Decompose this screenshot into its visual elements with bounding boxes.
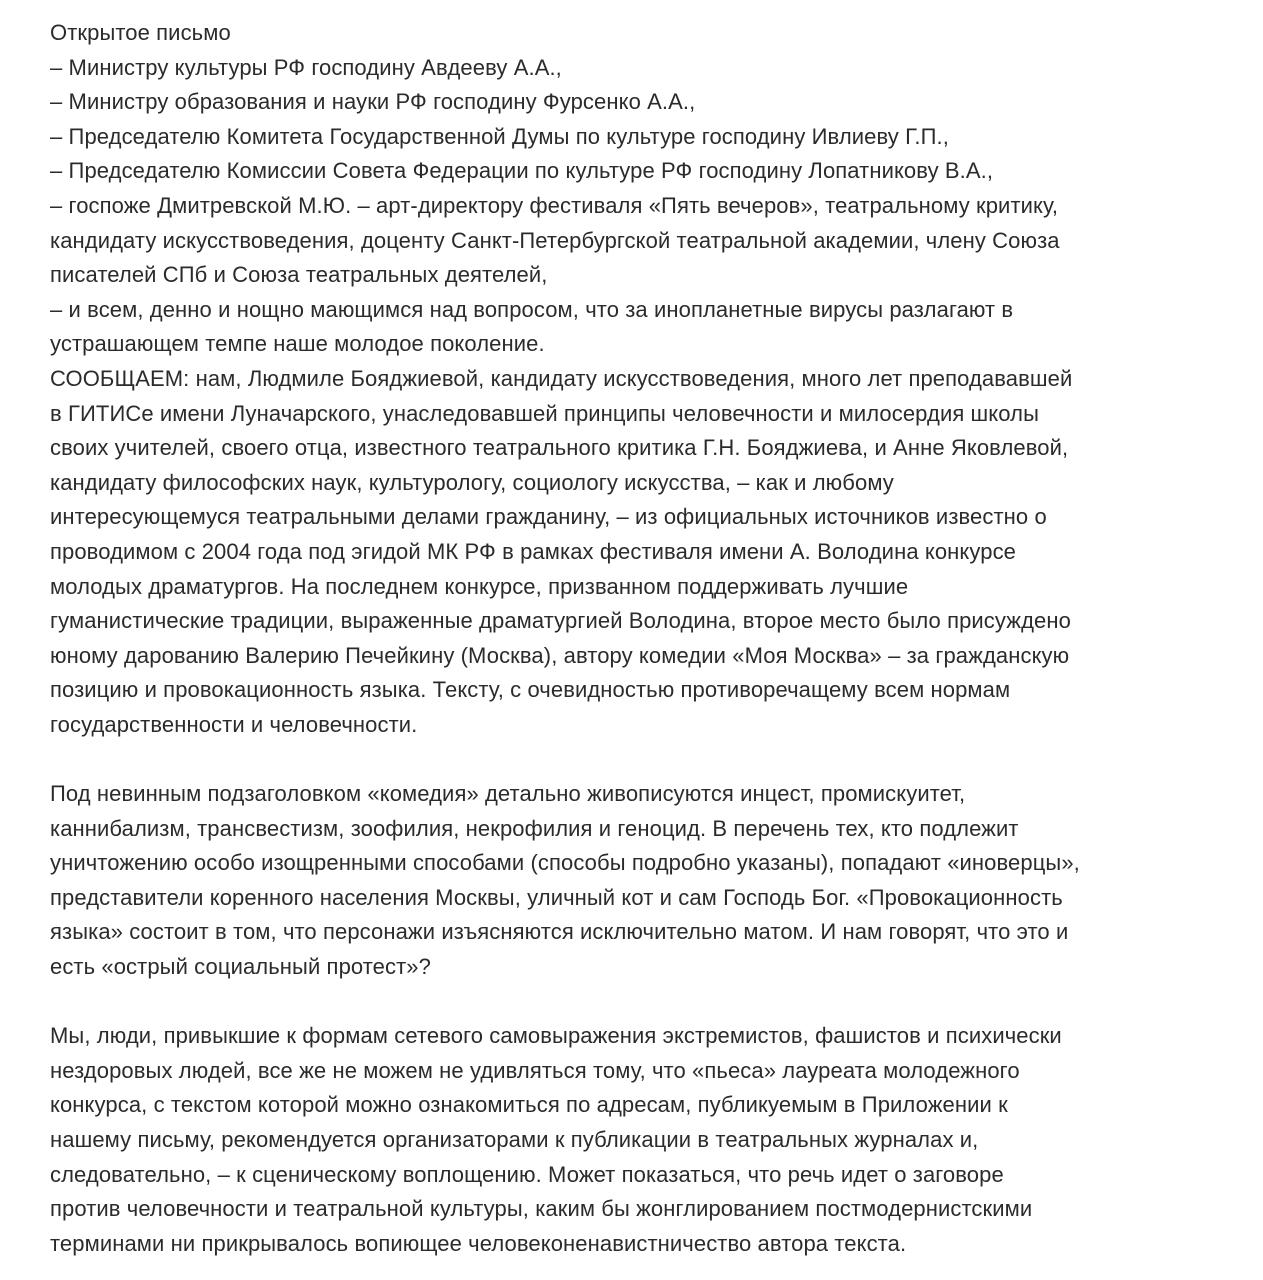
letter-header xyxy=(50,16,1213,362)
paragraph-line: есть «острый социальный протест»? xyxy=(50,954,431,980)
letter-heading: Открытое письмо xyxy=(50,20,231,45)
paragraph-line: проводимом с 2004 года под эгидой МК РФ в рамках фестиваля имени А. Володина конкурсе xyxy=(50,538,1017,564)
addressee-line: – госпоже Дмитревской М.Ю. – арт-директору фестиваля «Пять вечеров», театральному критику, xyxy=(50,192,1059,218)
paragraph-line: следовательно, – к сценическому воплощению. Может показаться, что речь идет о заговоре xyxy=(50,1161,1004,1187)
paragraph-line: языка» состоит в том, что персонажи изъясняются исключительно матом. И нам говорят, что это и xyxy=(50,919,1069,945)
paragraph-line: интересующемуся театральными делами гражданину, – из официальных источников известно о xyxy=(50,504,1047,530)
paragraph-line: Мы, люди, привыкшие к формам сетевого самовыражения экстремистов, фашистов и психически xyxy=(50,1023,1062,1049)
addressee-line: – Министру культуры РФ господину Авдееву А.А., xyxy=(50,54,562,80)
paragraph-line: позицию и провокационность языка. Тексту, с очевидностью противоречащему всем нормам xyxy=(50,677,1011,703)
paragraph-line: молодых драматургов. На последнем конкурсе, призванном поддерживать лучшие xyxy=(50,573,909,599)
addressee-line: писателей СПб и Союза театральных деятелей, xyxy=(50,262,548,288)
paragraph-line: против человечности и театральной культуры, каким бы жонглированием постмодернистскими xyxy=(50,1196,1033,1222)
addressee-line: – Министру образования и науки РФ господину Фурсенко А.А., xyxy=(50,89,696,115)
paragraph-line: каннибализм, трансвестизм, зоофилия, некрофилия и геноцид. В перечень тех, кто подлежит xyxy=(50,815,1019,841)
paragraph-line: нашему письму, рекомендуется организаторами к публикации в театральных журналах и, xyxy=(50,1127,979,1152)
paragraph-line: представители коренного населения Москвы, уличный кот и сам Господь Бог. «Провокационность xyxy=(50,884,1063,910)
addressee-line: – Председателю Комитета Государственной Думы по культуре господину Ивлиеву Г.П., xyxy=(50,123,949,149)
paragraph-announcement xyxy=(50,362,1213,743)
addressee-line: устрашающем темпе наше молодое поколение. xyxy=(50,331,545,357)
paragraph-conclusion xyxy=(50,1019,1213,1261)
paragraph-line: конкурса, с текстом которой можно ознакомиться по адресам, публикуемым в Приложении к xyxy=(50,1092,1008,1118)
paragraph-line: уничтожению особо изощренными способами (способы подробно указаны), попадают «иноверцы», xyxy=(50,850,1080,876)
paragraph-line: своих учителей, своего отца, известного театрального критика Г.Н. Бояджиева, и Анне Яковлевой, xyxy=(50,435,1069,461)
paragraph-description xyxy=(50,777,1213,985)
paragraph-line: нездоровых людей, все же не можем не удивляться тому, что «пьеса» лауреата молодежного xyxy=(50,1057,1020,1083)
paragraph-line: государственности и человечности. xyxy=(50,711,418,737)
addressee-line: кандидату искусствоведения, доценту Санкт-Петербургской театральной академии, члену Союза xyxy=(50,227,1060,253)
addressee-line: – и всем, денно и нощно мающимся над вопросом, что за инопланетные вирусы разлагают в xyxy=(50,296,1014,322)
paragraph-spacer xyxy=(50,742,1213,777)
paragraph-line: СООБЩАЕМ: нам, Людмиле Бояджиевой, кандидату искусствоведения, много лет преподававшей xyxy=(50,365,1073,391)
paragraph-line: терминами ни прикрывалось вопиющее человеконенавистничество автора текста. xyxy=(50,1230,907,1256)
paragraph-line: гуманистические традиции, выраженные драматургией Володина, второе место было присуждено xyxy=(50,608,1071,634)
paragraph-line: Под невинным подзаголовком «комедия» детально живописуются инцест, промискуитет, xyxy=(50,781,966,807)
addressee-line: – Председателю Комиссии Совета Федерации по культуре РФ господину Лопатникову В.А., xyxy=(50,158,994,184)
paragraph-line: кандидату философских наук, культурологу, социологу искусства, – как и любому xyxy=(50,469,894,495)
paragraph-line: юному дарованию Валерию Печейкину (Москва), автору комедии «Моя Москва» – за гражданскую xyxy=(50,642,1070,668)
paragraph-line: в ГИТИСе имени Луначарского, унаследовавшей принципы человечности и милосердия школы xyxy=(50,400,1039,426)
paragraph-spacer xyxy=(50,985,1213,1020)
